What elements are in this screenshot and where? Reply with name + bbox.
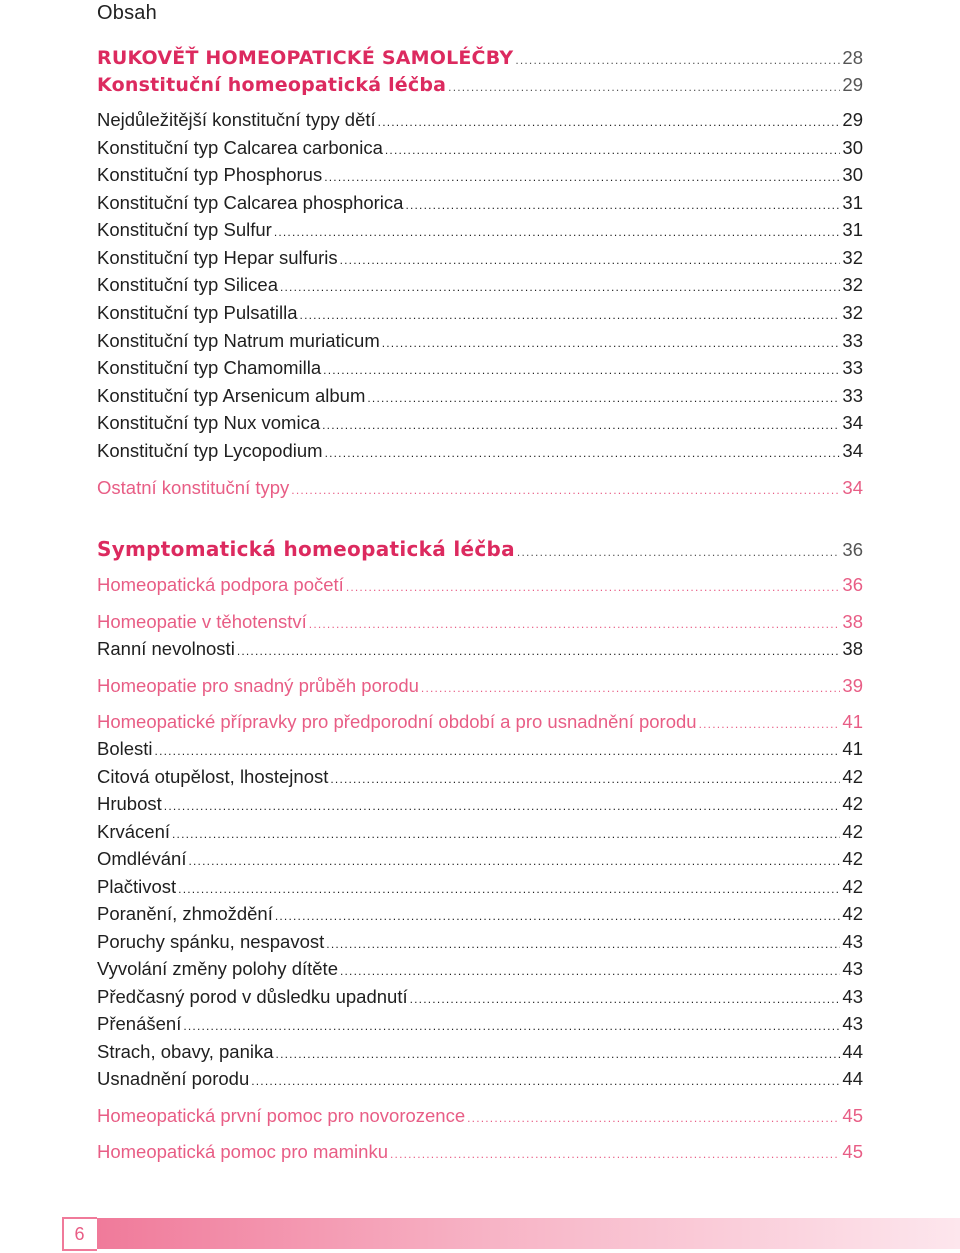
toc-entry-page: 33	[842, 385, 863, 406]
toc-entry-title: Konstituční typ Sulfur	[97, 219, 272, 240]
toc-entry-page: 34	[842, 412, 863, 433]
toc-entry-title: Homeopatie pro snadný průběh porodu	[97, 675, 419, 696]
toc-entry[interactable]	[97, 902, 863, 928]
dot-leader	[276, 1042, 841, 1066]
toc-entry-page: 32	[842, 274, 863, 295]
toc-entry-title: Hrubost	[97, 793, 162, 814]
toc-entry[interactable]	[97, 847, 863, 873]
toc-entry[interactable]	[97, 637, 863, 663]
dot-leader	[172, 822, 840, 846]
toc-entry[interactable]	[97, 537, 863, 564]
toc-entry-page: 42	[842, 821, 863, 842]
page-number: 6	[74, 1224, 85, 1244]
dot-leader	[330, 767, 840, 791]
dot-leader	[237, 639, 841, 663]
toc-entry-title: Usnadnění porodu	[97, 1068, 250, 1089]
toc-entry-title: Konstituční typ Phosphorus	[97, 164, 323, 185]
toc-entry[interactable]	[97, 411, 863, 437]
toc-entry-title: Přenášení	[97, 1013, 182, 1034]
toc-entry[interactable]	[97, 737, 863, 763]
toc-entry-title: Homeopatická pomoc pro maminku	[97, 1141, 388, 1162]
toc-entry[interactable]	[97, 73, 863, 99]
toc-entry[interactable]	[97, 218, 863, 244]
toc-entry-page: 42	[842, 848, 863, 869]
toc-entry[interactable]	[97, 384, 863, 410]
toc-entry-page: 30	[842, 164, 863, 185]
toc-entry-page: 36	[842, 539, 863, 560]
toc-entry[interactable]	[97, 46, 863, 72]
toc-entry-page: 42	[842, 793, 863, 814]
dot-leader	[340, 248, 841, 272]
toc-entry-title: RUKOVĚŤ HOMEOPATICKÉ SAMOLÉČBY	[97, 47, 514, 69]
toc-entry-title: Konstituční typ Hepar sulfuris	[97, 247, 338, 268]
toc-entry-title: Poranění, zhmoždění	[97, 903, 273, 924]
toc-entry-page: 43	[842, 1013, 863, 1034]
toc-entry-page: 42	[842, 766, 863, 787]
toc-entry-title: Konstituční typ Nux vomica	[97, 412, 321, 433]
toc-entry-title: Homeopatická podpora početí	[97, 574, 344, 595]
dot-leader	[251, 1069, 840, 1093]
toc-entry[interactable]	[97, 957, 863, 983]
dot-leader	[448, 75, 840, 99]
page-header-title: Obsah	[97, 2, 157, 24]
toc-entry-title: Ranní nevolnosti	[97, 638, 235, 659]
toc-entry-page: 36	[842, 574, 863, 595]
toc-entry-title: Citová otupělost, lhostejnost	[97, 766, 329, 787]
toc-entry-title: Poruchy spánku, nespavost	[97, 931, 325, 952]
toc-entry-page: 29	[842, 74, 863, 95]
toc-entry-page: 45	[842, 1105, 863, 1126]
toc-entry[interactable]	[97, 439, 863, 465]
toc-entry-title: Vyvolání změny polohy dítěte	[97, 958, 338, 979]
toc-entry-title: Konstituční typ Natrum muriaticum	[97, 330, 380, 351]
toc-entry-page: 33	[842, 330, 863, 351]
dot-leader	[275, 904, 841, 928]
toc-entry-title: Předčasný porod v důsledku upadnutí	[97, 986, 408, 1007]
dot-leader	[291, 478, 840, 502]
toc-entry-page: 33	[842, 357, 863, 378]
dot-leader	[323, 358, 840, 382]
dot-leader	[385, 138, 841, 162]
toc-entry[interactable]	[97, 985, 863, 1011]
toc-entry[interactable]	[97, 1140, 863, 1166]
dot-leader	[699, 712, 841, 736]
dot-leader	[164, 794, 841, 818]
toc-entry-title: Konstituční typ Arsenicum album	[97, 385, 366, 406]
toc-entry-page: 31	[842, 192, 863, 213]
toc-entry-page: 31	[842, 219, 863, 240]
toc-entry-title: Plačtivost	[97, 876, 177, 897]
toc-entry-page: 39	[842, 675, 863, 696]
toc-entry-title: Omdlévání	[97, 848, 187, 869]
toc-entry[interactable]	[97, 1012, 863, 1038]
dot-leader	[517, 540, 841, 564]
dot-leader	[421, 676, 841, 700]
toc-entry-title: Homeopatie v těhotenství	[97, 611, 307, 632]
toc-entry-title: Konstituční typ Pulsatilla	[97, 302, 298, 323]
dot-leader	[300, 303, 841, 327]
toc-entry-page: 45	[842, 1141, 863, 1162]
dot-leader	[515, 48, 840, 72]
toc-entry-page: 42	[842, 903, 863, 924]
toc-entry[interactable]	[97, 820, 863, 846]
toc-entry[interactable]	[97, 191, 863, 217]
toc-entry-title: Krvácení	[97, 821, 171, 842]
toc-entry-title: Konstituční typ Chamomilla	[97, 357, 322, 378]
dot-leader	[324, 165, 840, 189]
toc-entry-page: 34	[842, 477, 863, 498]
dot-leader	[183, 1014, 840, 1038]
toc-entry[interactable]	[97, 108, 863, 134]
toc-entry-page: 43	[842, 931, 863, 952]
toc-entry[interactable]	[97, 710, 863, 736]
toc-entry[interactable]	[97, 930, 863, 956]
toc-entry-title: Konstituční typ Calcarea phosphorica	[97, 192, 404, 213]
dot-leader	[382, 331, 841, 355]
toc-entry-page: 42	[842, 876, 863, 897]
toc-entry-title: Homeopatická první pomoc pro novorozence	[97, 1105, 466, 1126]
toc-entry[interactable]	[97, 356, 863, 382]
toc-entry[interactable]	[97, 136, 863, 162]
toc-entry[interactable]	[97, 765, 863, 791]
toc-entry-page: 29	[842, 109, 863, 130]
toc-entry-page: 34	[842, 440, 863, 461]
toc-entry[interactable]	[97, 875, 863, 901]
dot-leader	[178, 877, 840, 901]
toc-entry-title: Konstituční typ Lycopodium	[97, 440, 323, 461]
toc-entry-page: 44	[842, 1041, 863, 1062]
dot-leader	[346, 575, 841, 599]
toc-entry[interactable]	[97, 610, 863, 636]
toc-entry-page: 41	[842, 711, 863, 732]
toc-entry[interactable]	[97, 163, 863, 189]
toc-entry-title: Symptomatická homeopatická léčba	[97, 537, 515, 561]
toc-entry-title: Konstituční homeopatická léčba	[97, 74, 447, 96]
dot-leader	[280, 275, 840, 299]
dot-leader	[405, 193, 840, 217]
toc-entry[interactable]	[97, 1067, 863, 1093]
toc-entry[interactable]	[97, 674, 863, 700]
dot-leader	[309, 612, 841, 636]
toc-entry-page: 44	[842, 1068, 863, 1089]
toc-entry-title: Ostatní konstituční typy	[97, 477, 290, 498]
toc-entry-page: 43	[842, 958, 863, 979]
footer-gradient-bar	[97, 1218, 960, 1249]
toc-entry-page: 32	[842, 247, 863, 268]
toc-entry-page: 38	[842, 638, 863, 659]
dot-leader	[274, 220, 841, 244]
toc-entry-title: Strach, obavy, panika	[97, 1041, 274, 1062]
toc-entry[interactable]	[97, 246, 863, 272]
dot-leader	[326, 932, 840, 956]
toc-entry-title: Nejdůležitější konstituční typy dětí	[97, 109, 376, 130]
toc-entry[interactable]	[97, 1040, 863, 1066]
dot-leader	[367, 386, 840, 410]
page-footer	[0, 1217, 960, 1253]
dot-leader	[340, 959, 840, 983]
dot-leader	[378, 110, 841, 134]
toc-entry-title: Homeopatické přípravky pro předporodní období a pro usnadnění porodu	[97, 711, 697, 732]
toc-entry-page: 43	[842, 986, 863, 1007]
toc-entry[interactable]	[97, 1104, 863, 1130]
toc-entry-title: Konstituční typ Silicea	[97, 274, 278, 295]
toc-entry[interactable]	[97, 329, 863, 355]
dot-leader	[410, 987, 841, 1011]
dot-leader	[155, 739, 841, 763]
toc-entry-title: Konstituční typ Calcarea carbonica	[97, 137, 383, 158]
toc-entry[interactable]	[97, 476, 863, 502]
dot-leader	[390, 1142, 840, 1166]
toc-entry[interactable]	[97, 573, 863, 599]
dot-leader	[467, 1106, 840, 1130]
toc-entry[interactable]	[97, 792, 863, 818]
toc-entry[interactable]	[97, 273, 863, 299]
toc-entry-page: 32	[842, 302, 863, 323]
toc-entry-page: 41	[842, 738, 863, 759]
toc-entry-page: 28	[842, 47, 863, 68]
toc-entry-page: 38	[842, 611, 863, 632]
toc-entry[interactable]	[97, 301, 863, 327]
dot-leader	[325, 441, 841, 465]
toc-entry-page: 30	[842, 137, 863, 158]
dot-leader	[188, 849, 840, 873]
dot-leader	[322, 413, 840, 437]
toc-entry-title: Bolesti	[97, 738, 153, 759]
